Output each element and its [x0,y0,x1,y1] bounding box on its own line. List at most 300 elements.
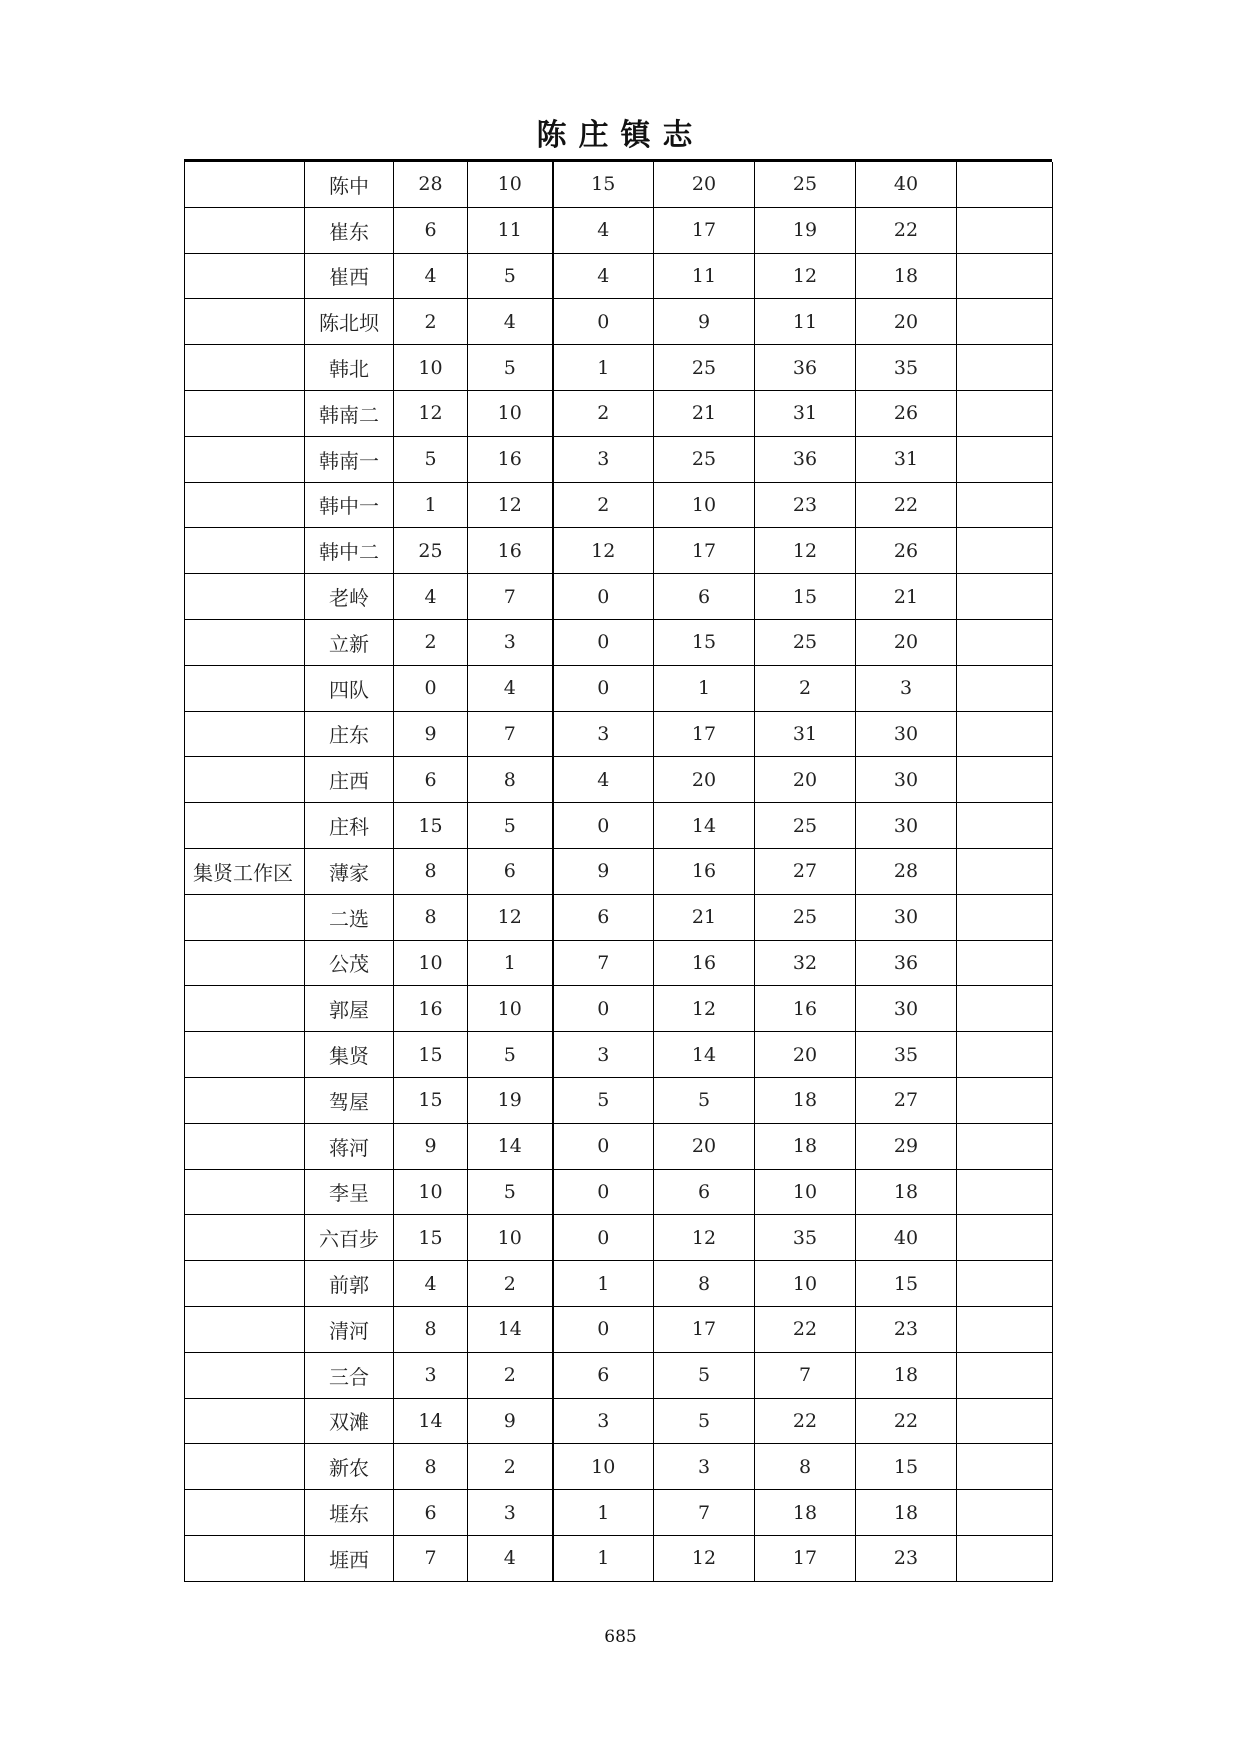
value-cell: 15 [553,162,654,207]
village-name-cell: 崔东 [305,207,394,253]
value-cell: 14 [654,1032,755,1078]
value-cell: 1 [468,940,553,986]
value-cell: 22 [755,1398,856,1444]
village-name-cell: 双滩 [305,1398,394,1444]
note-cell [957,1261,1053,1307]
value-cell: 6 [468,848,553,894]
value-cell: 0 [553,619,654,665]
note-cell [957,619,1053,665]
value-cell: 14 [654,803,755,849]
value-cell: 11 [654,253,755,299]
table-row [185,162,1053,207]
village-name-cell: 李呈 [305,1169,394,1215]
value-cell: 40 [856,162,957,207]
table-row [185,848,1053,894]
value-cell: 7 [468,711,553,757]
table-row [185,1261,1053,1307]
value-cell: 20 [654,757,755,803]
value-cell: 29 [856,1123,957,1169]
value-cell: 9 [394,711,468,757]
region-cell [185,574,305,620]
value-cell: 8 [394,1444,468,1490]
value-cell: 0 [553,574,654,620]
value-cell: 6 [394,757,468,803]
value-cell: 4 [394,1261,468,1307]
value-cell: 12 [654,1535,755,1581]
value-cell: 5 [468,803,553,849]
value-cell: 6 [654,574,755,620]
table-row [185,1077,1053,1123]
value-cell: 3 [553,711,654,757]
value-cell: 12 [755,528,856,574]
value-cell: 2 [468,1261,553,1307]
region-cell [185,986,305,1032]
village-name-cell: 清河 [305,1306,394,1352]
value-cell: 22 [856,207,957,253]
note-cell [957,1535,1053,1581]
value-cell: 16 [654,940,755,986]
data-table [184,162,1053,1582]
village-name-cell: 老岭 [305,574,394,620]
value-cell: 4 [553,207,654,253]
value-cell: 0 [553,1215,654,1261]
value-cell: 12 [394,390,468,436]
value-cell: 30 [856,711,957,757]
value-cell: 5 [468,345,553,391]
table-row [185,757,1053,803]
value-cell: 1 [553,345,654,391]
value-cell: 28 [394,162,468,207]
value-cell: 25 [654,345,755,391]
village-name-cell: 新农 [305,1444,394,1490]
value-cell: 18 [755,1077,856,1123]
value-cell: 1 [553,1261,654,1307]
value-cell: 7 [553,940,654,986]
value-cell: 28 [856,848,957,894]
value-cell: 2 [553,482,654,528]
value-cell: 8 [755,1444,856,1490]
region-cell [185,711,305,757]
value-cell: 20 [856,299,957,345]
note-cell [957,1352,1053,1398]
value-cell: 14 [394,1398,468,1444]
value-cell: 3 [856,665,957,711]
value-cell: 21 [654,894,755,940]
village-name-cell: 庄西 [305,757,394,803]
value-cell: 10 [394,1169,468,1215]
value-cell: 4 [468,299,553,345]
village-name-cell: 六百步 [305,1215,394,1261]
table-row [185,482,1053,528]
value-cell: 35 [856,1032,957,1078]
table-row [185,1398,1053,1444]
note-cell [957,162,1053,207]
region-cell [185,1123,305,1169]
village-name-cell: 立新 [305,619,394,665]
value-cell: 10 [654,482,755,528]
region-cell [185,482,305,528]
value-cell: 8 [654,1261,755,1307]
value-cell: 5 [553,1077,654,1123]
value-cell: 27 [755,848,856,894]
village-name-cell: 三合 [305,1352,394,1398]
value-cell: 7 [755,1352,856,1398]
village-name-cell: 韩中一 [305,482,394,528]
region-cell [185,299,305,345]
value-cell: 6 [654,1169,755,1215]
table-row [185,436,1053,482]
village-name-cell: 韩南一 [305,436,394,482]
value-cell: 22 [856,1398,957,1444]
value-cell: 0 [553,986,654,1032]
village-name-cell: 二选 [305,894,394,940]
value-cell: 20 [755,757,856,803]
note-cell [957,574,1053,620]
value-cell: 10 [468,1215,553,1261]
value-cell: 2 [468,1352,553,1398]
value-cell: 12 [553,528,654,574]
value-cell: 5 [654,1077,755,1123]
value-cell: 0 [553,803,654,849]
village-name-cell: 陈中 [305,162,394,207]
table-row [185,803,1053,849]
region-cell [185,894,305,940]
table-row [185,1490,1053,1536]
village-name-cell: 韩中二 [305,528,394,574]
value-cell: 16 [468,436,553,482]
table-row [185,1032,1053,1078]
value-cell: 15 [394,803,468,849]
value-cell: 10 [755,1169,856,1215]
value-cell: 21 [654,390,755,436]
note-cell [957,665,1053,711]
note-cell [957,757,1053,803]
value-cell: 1 [654,665,755,711]
value-cell: 5 [468,1169,553,1215]
page-number: 685 [604,1627,637,1647]
value-cell: 25 [654,436,755,482]
value-cell: 18 [856,1169,957,1215]
value-cell: 1 [553,1535,654,1581]
value-cell: 25 [755,894,856,940]
region-cell [185,1398,305,1444]
value-cell: 12 [755,253,856,299]
value-cell: 12 [468,894,553,940]
value-cell: 3 [553,1032,654,1078]
value-cell: 3 [394,1352,468,1398]
village-name-cell: 陈北坝 [305,299,394,345]
note-cell [957,436,1053,482]
value-cell: 16 [394,986,468,1032]
village-name-cell: 庄科 [305,803,394,849]
value-cell: 4 [468,1535,553,1581]
table-row [185,345,1053,391]
note-cell [957,1123,1053,1169]
value-cell: 10 [468,986,553,1032]
value-cell: 25 [394,528,468,574]
table-row [185,986,1053,1032]
value-cell: 22 [755,1306,856,1352]
note-cell [957,207,1053,253]
region-cell [185,757,305,803]
table-row [185,711,1053,757]
region-cell [185,528,305,574]
region-cell [185,1169,305,1215]
value-cell: 4 [394,574,468,620]
value-cell: 8 [394,894,468,940]
value-cell: 10 [468,390,553,436]
value-cell: 5 [654,1398,755,1444]
value-cell: 20 [654,1123,755,1169]
region-cell [185,253,305,299]
table-row [185,1123,1053,1169]
value-cell: 17 [654,207,755,253]
region-cell [185,1261,305,1307]
value-cell: 30 [856,986,957,1032]
value-cell: 20 [654,162,755,207]
value-cell: 26 [856,390,957,436]
value-cell: 32 [755,940,856,986]
value-cell: 25 [755,162,856,207]
region-cell [185,940,305,986]
note-cell [957,528,1053,574]
value-cell: 0 [553,1306,654,1352]
note-cell [957,803,1053,849]
note-cell [957,1306,1053,1352]
value-cell: 5 [468,1032,553,1078]
note-cell [957,1398,1053,1444]
value-cell: 15 [856,1261,957,1307]
value-cell: 10 [394,940,468,986]
region-cell [185,665,305,711]
table-row [185,390,1053,436]
note-cell [957,1215,1053,1261]
note-cell [957,1077,1053,1123]
table-row [185,940,1053,986]
value-cell: 0 [553,1123,654,1169]
value-cell: 0 [553,299,654,345]
value-cell: 18 [856,1490,957,1536]
village-name-cell: 崔西 [305,253,394,299]
value-cell: 2 [553,390,654,436]
note-cell [957,390,1053,436]
village-name-cell: 堐西 [305,1535,394,1581]
table-row [185,619,1053,665]
value-cell: 36 [755,345,856,391]
region-cell [185,1535,305,1581]
value-cell: 21 [856,574,957,620]
value-cell: 0 [394,665,468,711]
value-cell: 3 [468,1490,553,1536]
page-title: 陈庄镇志 [536,118,705,153]
note-cell [957,253,1053,299]
note-cell [957,848,1053,894]
value-cell: 2 [468,1444,553,1490]
table-row [185,1444,1053,1490]
value-cell: 30 [856,894,957,940]
table-row [185,207,1053,253]
village-name-cell: 驾屋 [305,1077,394,1123]
value-cell: 16 [468,528,553,574]
value-cell: 15 [394,1077,468,1123]
value-cell: 23 [856,1535,957,1581]
table-row [185,1535,1053,1581]
value-cell: 6 [553,1352,654,1398]
value-cell: 17 [654,528,755,574]
value-cell: 12 [468,482,553,528]
value-cell: 8 [394,848,468,894]
value-cell: 30 [856,757,957,803]
value-cell: 0 [553,1169,654,1215]
region-cell [185,345,305,391]
value-cell: 9 [394,1123,468,1169]
value-cell: 4 [553,253,654,299]
value-cell: 14 [468,1123,553,1169]
region-cell [185,1306,305,1352]
note-cell [957,711,1053,757]
value-cell: 31 [755,390,856,436]
note-cell [957,986,1053,1032]
value-cell: 15 [654,619,755,665]
value-cell: 36 [755,436,856,482]
note-cell [957,482,1053,528]
value-cell: 3 [468,619,553,665]
value-cell: 25 [755,803,856,849]
value-cell: 19 [468,1077,553,1123]
village-name-cell: 韩南二 [305,390,394,436]
region-cell [185,1077,305,1123]
value-cell: 15 [856,1444,957,1490]
village-name-cell: 堐东 [305,1490,394,1536]
value-cell: 12 [654,986,755,1032]
value-cell: 9 [654,299,755,345]
village-name-cell: 公茂 [305,940,394,986]
value-cell: 22 [856,482,957,528]
value-cell: 15 [394,1032,468,1078]
village-name-cell: 韩北 [305,345,394,391]
value-cell: 18 [856,253,957,299]
value-cell: 2 [394,619,468,665]
village-name-cell: 前郭 [305,1261,394,1307]
table-row [185,253,1053,299]
value-cell: 11 [468,207,553,253]
note-cell [957,1032,1053,1078]
region-cell [185,1444,305,1490]
region-cell [185,390,305,436]
region-cell [185,1215,305,1261]
value-cell: 4 [394,253,468,299]
village-name-cell: 四队 [305,665,394,711]
region-cell [185,1490,305,1536]
table-row [185,1215,1053,1261]
value-cell: 3 [553,436,654,482]
region-cell [185,619,305,665]
value-cell: 25 [755,619,856,665]
note-cell [957,940,1053,986]
value-cell: 7 [394,1535,468,1581]
value-cell: 5 [468,253,553,299]
table-row [185,299,1053,345]
value-cell: 7 [468,574,553,620]
value-cell: 10 [553,1444,654,1490]
region-cell [185,1352,305,1398]
value-cell: 10 [755,1261,856,1307]
value-cell: 23 [755,482,856,528]
region-cell [185,162,305,207]
value-cell: 30 [856,803,957,849]
value-cell: 3 [654,1444,755,1490]
value-cell: 16 [654,848,755,894]
value-cell: 14 [468,1306,553,1352]
value-cell: 31 [755,711,856,757]
value-cell: 9 [468,1398,553,1444]
table-row [185,574,1053,620]
value-cell: 2 [755,665,856,711]
value-cell: 6 [394,1490,468,1536]
value-cell: 35 [755,1215,856,1261]
value-cell: 7 [654,1490,755,1536]
region-cell [185,803,305,849]
region-cell [185,1032,305,1078]
note-cell [957,1169,1053,1215]
value-cell: 20 [755,1032,856,1078]
value-cell: 17 [654,711,755,757]
value-cell: 5 [394,436,468,482]
value-cell: 11 [755,299,856,345]
note-cell [957,1444,1053,1490]
value-cell: 6 [394,207,468,253]
value-cell: 19 [755,207,856,253]
value-cell: 4 [468,665,553,711]
value-cell: 9 [553,848,654,894]
value-cell: 20 [856,619,957,665]
value-cell: 5 [654,1352,755,1398]
value-cell: 10 [394,345,468,391]
table-row [185,1306,1053,1352]
table-row [185,894,1053,940]
region-cell [185,207,305,253]
value-cell: 3 [553,1398,654,1444]
value-cell: 27 [856,1077,957,1123]
note-cell [957,345,1053,391]
value-cell: 36 [856,940,957,986]
note-cell [957,299,1053,345]
value-cell: 15 [394,1215,468,1261]
value-cell: 4 [553,757,654,803]
region-cell [185,436,305,482]
value-cell: 1 [553,1490,654,1536]
village-name-cell: 薄家 [305,848,394,894]
value-cell: 35 [856,345,957,391]
value-cell: 0 [553,665,654,711]
value-cell: 17 [755,1535,856,1581]
table-row [185,665,1053,711]
value-cell: 23 [856,1306,957,1352]
value-cell: 18 [755,1490,856,1536]
table-row [185,1352,1053,1398]
value-cell: 16 [755,986,856,1032]
note-cell [957,894,1053,940]
value-cell: 18 [755,1123,856,1169]
value-cell: 15 [755,574,856,620]
value-cell: 18 [856,1352,957,1398]
region-cell: 集贤工作区 [185,848,305,894]
value-cell: 8 [394,1306,468,1352]
village-name-cell: 集贤 [305,1032,394,1078]
value-cell: 6 [553,894,654,940]
value-cell: 26 [856,528,957,574]
value-cell: 8 [468,757,553,803]
